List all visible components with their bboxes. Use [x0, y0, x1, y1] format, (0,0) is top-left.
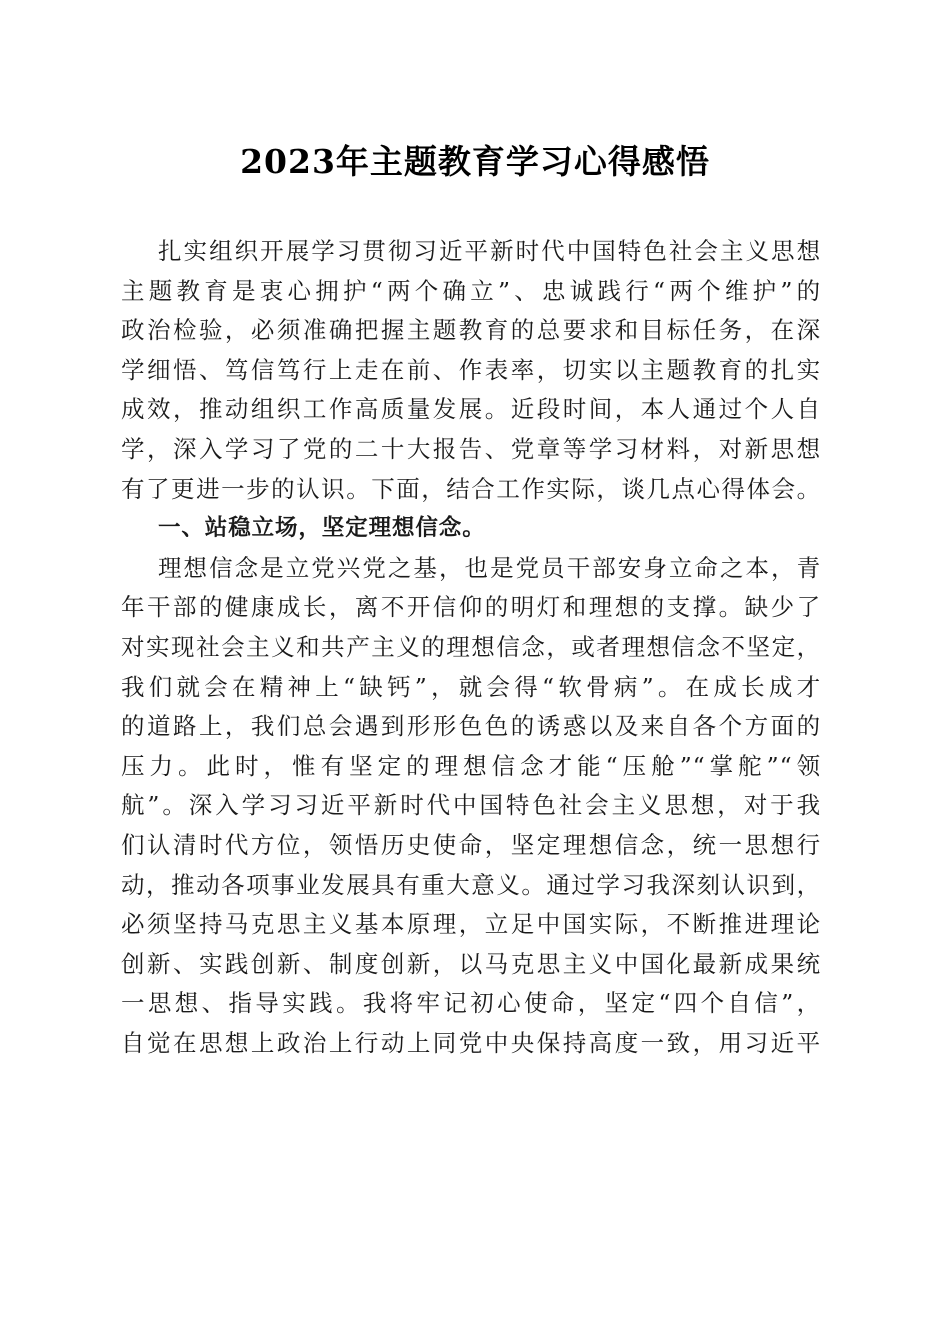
document-title: 2023年主题教育学习心得感悟	[240, 142, 710, 181]
paragraph-line: 们认清时代方位，领悟历史使命，坚定理想信念，统一思想行	[121, 830, 821, 859]
paragraph-line: 主题教育是衷心拥护“两个确立”、忠诚践行“两个维护”的	[121, 276, 821, 305]
paragraph-line: 动，推动各项事业发展具有重大意义。通过学习我深刻认识到，	[121, 870, 821, 899]
paragraph-line: 我们就会在精神上“缺钙”，就会得“软骨病”。在成长成才	[121, 672, 821, 701]
paragraph-line: 成效，推动组织工作高质量发展。近段时间，本人通过个人自	[121, 395, 821, 424]
paragraph-line: 一思想、指导实践。我将牢记初心使命，坚定“四个自信”，	[121, 989, 821, 1018]
paragraph-line: 学细悟、笃信笃行上走在前、作表率，切实以主题教育的扎实	[121, 355, 821, 384]
paragraph-line: 的道路上，我们总会遇到形形色色的诱惑以及来自各个方面的	[121, 712, 821, 741]
paragraph-line: 学，深入学习了党的二十大报告、党章等学习材料，对新思想	[121, 434, 821, 463]
paragraph-line: 自觉在思想上政治上行动上同党中央保持高度一致，用习近平	[121, 1028, 821, 1057]
section-heading: 一、站稳立场，坚定理想信念。	[158, 515, 486, 542]
paragraph-line: 对实现社会主义和共产主义的理想信念，或者理想信念不坚定，	[121, 632, 821, 661]
paragraph-line: 航”。深入学习习近平新时代中国特色社会主义思想，对于我	[121, 791, 821, 820]
paragraph-line: 年干部的健康成长，离不开信仰的明灯和理想的支撑。缺少了	[121, 593, 821, 622]
paragraph-line: 压力。此时，惟有坚定的理想信念才能“压舱”“掌舵”“领	[121, 751, 821, 780]
paragraph-line: 政治检验，必须准确把握主题教育的总要求和目标任务，在深	[121, 316, 821, 345]
paragraph-line: 理想信念是立党兴党之基，也是党员干部安身立命之本，青	[158, 553, 821, 582]
paragraph-line: 必须坚持马克思主义基本原理，立足中国实际，不断推进理论	[121, 910, 821, 939]
paragraph-line: 有了更进一步的认识。下面，结合工作实际，谈几点心得体会。	[121, 474, 821, 503]
paragraph-line: 扎实组织开展学习贯彻习近平新时代中国特色社会主义思想	[158, 237, 821, 265]
paragraph-line: 创新、实践创新、制度创新，以马克思主义中国化最新成果统	[121, 949, 821, 978]
document-body	[121, 232, 821, 1063]
